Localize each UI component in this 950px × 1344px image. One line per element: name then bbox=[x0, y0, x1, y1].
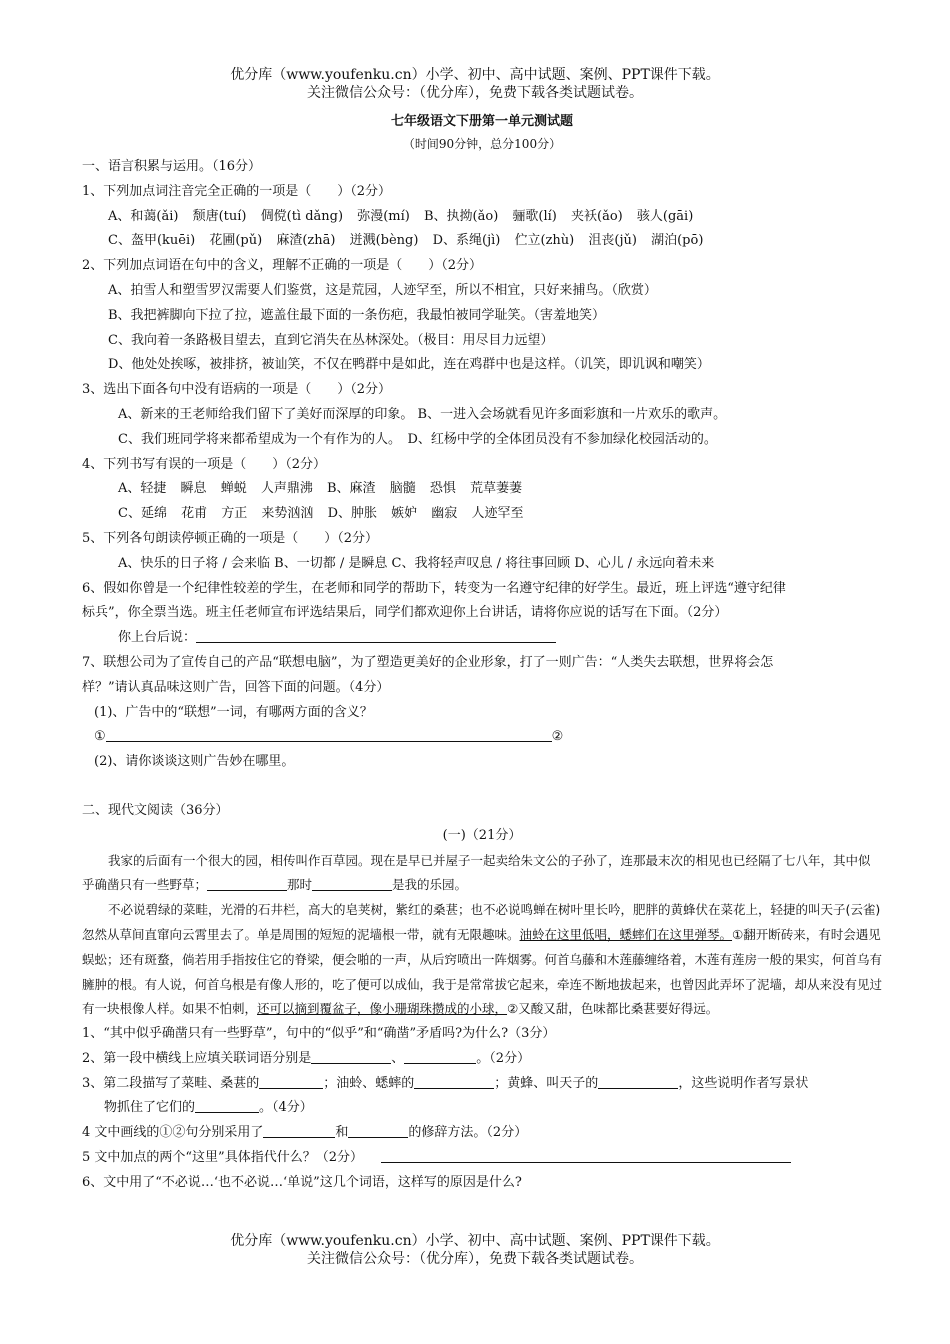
q1-options-row1 bbox=[82, 205, 882, 230]
section2-heading: 二、现代文阅读（36分） bbox=[82, 802, 229, 818]
rq6: 6、文中用了“不必说…‘也不必说…‘单说”这几个词语，这样写的原因是什么? bbox=[82, 1174, 522, 1190]
q6-line-1: 6、假如你曾是一个纪律性较差的学生，在老师和同学的帮助下，转变为一名遵守纪律的好学生。最近，班上评选“遵守纪律 bbox=[82, 580, 786, 596]
q7-line-1: 7、联想公司为了宣传自己的产品“联想电脑”，为了塑造更美好的企业形象，打了一则广告：“人类失去联想，世界将会怎 bbox=[82, 654, 774, 670]
q1-opt: 湖泊(pō) bbox=[651, 233, 704, 249]
rq3-text-f: 。（4分） bbox=[259, 1100, 313, 1116]
q5-stem: 5、下列各句朗读停顿正确的一项是（ ）（2分） bbox=[82, 530, 379, 546]
passage-paragraph-1 bbox=[82, 849, 882, 899]
exam-content bbox=[82, 111, 882, 1196]
rq4-row bbox=[82, 1121, 882, 1146]
p2-text2: 翻开断砖来，有时会遇见蜈蚣；还有斑蝥，倘若用手指按住它的脊梁，便会啪的一声，从后窍喷出一阵烟雾。何首乌藤和木莲藤缠络着，木莲有莲房一般的果实，何首乌有臃肿的根。有人说，何首乌根是有像人形的，吃了便可以成仙，我于是常常拔它起来，牵连不断地拔起来，也曾因此弄坏了泥墙，却从来没有见过有一块根像人样。如果不怕刺， bbox=[82, 926, 883, 1017]
q3-options-cd: C、我们班同学将来都希望成为一个有作为的人。 D、红杨中学的全体团员没有不参加绿化校园活动的。 bbox=[118, 431, 717, 447]
rq3-blank-3[interactable] bbox=[598, 1074, 678, 1089]
q4-opt: D、肿胀 bbox=[327, 506, 377, 522]
q1-options-row2 bbox=[82, 229, 882, 254]
q1-opt: 麻渣(zhā) bbox=[276, 233, 336, 249]
p2-underlined-sentence-1: 油蛉在这里低唱，蟋蟀们在这里弹琴。 bbox=[519, 926, 733, 942]
p1-line1: 我家的后面有一个很大的园，相传叫作百草园。现在是早已并屋子一起卖给朱文公的子孙了，连那最末次的相见也已经 bbox=[108, 852, 759, 868]
rq2-row bbox=[82, 1047, 882, 1072]
q4-opt: 嫉妒 bbox=[391, 506, 418, 522]
q6-answer-blank[interactable] bbox=[196, 628, 556, 643]
q1-opt: B、执拗(ǎo) bbox=[424, 208, 499, 224]
q1-opt: 倜傥(tì dǎng) bbox=[260, 208, 344, 224]
rq5-blank[interactable] bbox=[381, 1148, 791, 1163]
q6-answer-label: 你上台后说： bbox=[118, 630, 197, 646]
footer-line-2: 关注微信公众号：（优分库），免费下载各类试题试卷。 bbox=[307, 1251, 643, 1267]
rq4-blank-2[interactable] bbox=[348, 1123, 408, 1138]
rq2-text-c: 。（2分） bbox=[476, 1050, 531, 1066]
rq4-text-c: 的修辞方法。（2分） bbox=[408, 1125, 528, 1141]
q2-option-b: B、我把裤脚向下拉了拉，遮盖住最下面的一条伤疤，我最怕被同学耻笑。（害羞地笑） bbox=[108, 307, 606, 323]
p2-mark-2: ② bbox=[507, 1001, 519, 1017]
p1-line2b: 那时 bbox=[287, 877, 313, 893]
rq3-blank-4[interactable] bbox=[195, 1098, 259, 1113]
q4-opt: 花甫 bbox=[181, 506, 208, 522]
q4-opt: 人声鼎沸 bbox=[260, 481, 313, 497]
q4-opt: A、轻捷 bbox=[118, 481, 167, 497]
q7-sub1: (1)、广告中的“联想”一词，有哪两方面的含义？ bbox=[94, 704, 373, 720]
q4-opt: B、麻渣 bbox=[327, 481, 376, 497]
p1-blank-2[interactable] bbox=[312, 876, 392, 891]
footer-line-1: 优分库（www.youfenku.cn）小学、初中、高中试题、案例、PPT课件下载。 bbox=[230, 1233, 720, 1249]
q4-opt: 恐惧 bbox=[429, 481, 456, 497]
q1-opt: C、盔甲(kuēi) bbox=[108, 233, 196, 249]
q1-opt: 弥漫(mí) bbox=[357, 208, 410, 224]
rq2-blank-2[interactable] bbox=[404, 1049, 476, 1064]
rq3-text-d: ，这些说明作者写景状 bbox=[678, 1075, 809, 1091]
rq3-row bbox=[82, 1072, 882, 1097]
rq4-text-a: 4 文中画线的①②句分别采用了 bbox=[82, 1125, 264, 1141]
p2-text: 不必说碧绿的菜畦，光滑的石井栏，高大的皂荚树，紫红的桑葚；也不必说鸣蝉在树叶里长吟，肥胖的黄蜂伏在菜花上，轻捷的叫天子(云雀)忽然从草间直窜向云霄里去了。单是周围的短短的泥墙根一带，就有无限趣味。 bbox=[82, 902, 881, 942]
passage-paragraph-2 bbox=[82, 898, 882, 1022]
p2-text3: 又酸又甜，色味都比桑葚要好得远。 bbox=[518, 1001, 719, 1017]
rq2-blank-1[interactable] bbox=[311, 1049, 391, 1064]
rq4-text-b: 和 bbox=[335, 1125, 349, 1141]
p2-underlined-sentence-2: 还可以摘到覆盆子，像小珊瑚珠攒成的小球， bbox=[257, 1001, 508, 1017]
rq3-text-a: 3、第二段描写了菜畦、桑葚的 bbox=[82, 1075, 260, 1091]
q4-options-row1 bbox=[82, 477, 882, 502]
rq1: 1、“其中似乎确凿只有一些野草”，句中的“似乎”和“确凿”矛盾吗?为什么?（3分） bbox=[82, 1026, 556, 1042]
part1-title: (一)（21分） bbox=[442, 827, 522, 843]
rq3-text-b: ；油蛉、蟋蟀的 bbox=[323, 1075, 415, 1091]
q1-opt: 花圃(pǔ) bbox=[209, 233, 263, 249]
q3-options-ab: A、新来的王老师给我们留下了美好而深厚的印象。 B、一进入会场就看见许多面彩旗和一片欢乐的歌声。 bbox=[118, 406, 727, 422]
q4-options-row2 bbox=[82, 502, 882, 527]
q2-stem: 2、下列加点词语在句中的含义，理解不正确的一项是（ ）（2分） bbox=[82, 258, 483, 274]
q1-opt: D、系绳(jì) bbox=[432, 233, 501, 249]
header-line-2: 关注微信公众号：（优分库），免费下载各类试题试卷。 bbox=[307, 85, 643, 101]
q4-opt: 来势汹汹 bbox=[261, 506, 314, 522]
page-footer bbox=[0, 1232, 950, 1268]
rq5-text: 5 文中加点的两个“这里”具体指代什么？（2分） bbox=[82, 1150, 363, 1166]
q1-opt: 颓唐(tuí) bbox=[192, 208, 247, 224]
q4-opt: 瞬息 bbox=[180, 481, 207, 497]
q2-option-c: C、我向着一条路极目望去，直到它消失在丛林深处。（极目：用尽目力远望） bbox=[108, 332, 554, 348]
q1-stem: 1、下列加点词注音完全正确的一项是（ ）（2分） bbox=[82, 183, 392, 199]
p2-mark-1: ① bbox=[732, 926, 744, 942]
rq3-text-c: ；黄蜂、叫天子的 bbox=[494, 1075, 599, 1091]
q7-mark-1: ① bbox=[94, 729, 106, 745]
q7-line-2: 样？”请认真品味这则广告，回答下面的问题。（4分） bbox=[82, 679, 390, 695]
q4-opt: 人迹罕至 bbox=[471, 506, 524, 522]
p1-blank-1[interactable] bbox=[207, 876, 287, 891]
q1-opt: 迸溅(bèng) bbox=[349, 233, 419, 249]
q4-opt: C、延绵 bbox=[118, 506, 167, 522]
q7-answer-row bbox=[82, 725, 882, 750]
p1-line2a: 隔了七八年，其中似乎确凿只有一些野草； bbox=[82, 852, 871, 893]
rq2-text-a: 2、第一段中横线上应填关联词语分别是 bbox=[82, 1050, 312, 1066]
q1-opt: 沮丧(jǔ) bbox=[588, 233, 637, 249]
q6-line-2: 标兵”，你全票当选。班主任老师宣布评选结果后，同学们都欢迎你上台讲话，请将你应说的话写在下面。（2分） bbox=[82, 605, 728, 621]
rq3-blank-1[interactable] bbox=[259, 1074, 323, 1089]
q4-stem: 4、下列书写有误的一项是（ ）（2分） bbox=[82, 456, 327, 472]
q2-option-d: D、他处处挨啄，被排挤，被讪笑，不仅在鸭群中是如此，连在鸡群中也是这样。（讥笑，即讥讽和嘲笑） bbox=[108, 357, 710, 373]
rq3-text-e: 物抓住了它们的 bbox=[104, 1100, 196, 1116]
q7-sub2: (2)、请你谈谈这则广告妙在哪里。 bbox=[94, 754, 295, 770]
rq5-row bbox=[82, 1146, 882, 1171]
rq3-row-2 bbox=[82, 1096, 882, 1121]
page-header bbox=[0, 66, 950, 102]
q5-options: A、快乐的日子将 / 会来临 B、一切都 / 是瞬息 C、我将轻声叹息 / 将往事回顾 D、心儿 / 永远向着未来 bbox=[118, 555, 715, 571]
q4-opt: 荒草萋萋 bbox=[470, 481, 523, 497]
q7-mark-2: ② bbox=[551, 729, 564, 745]
q4-opt: 幽寂 bbox=[431, 506, 458, 522]
q2-option-a: A、拍雪人和塑雪罗汉需要人们鉴赏，这是荒园，人迹罕至，所以不相宜，只好来捕鸟。（欣赏） bbox=[108, 282, 657, 298]
q6-answer-row bbox=[82, 626, 882, 651]
q4-opt: 方正 bbox=[221, 506, 248, 522]
q4-opt: 脑髓 bbox=[389, 481, 416, 497]
q1-opt: 骊歌(lí) bbox=[512, 208, 557, 224]
p1-line2c: 是我的乐园。 bbox=[392, 877, 468, 893]
exam-subtitle: （时间90分钟，总分100分） bbox=[402, 137, 562, 151]
spacer bbox=[82, 775, 882, 799]
q1-opt: 骇人(gāi) bbox=[636, 208, 694, 224]
q1-opt: 夹袄(ǎo) bbox=[571, 208, 623, 224]
section1-heading: 一、语言积累与运用。（16分） bbox=[82, 159, 262, 174]
rq2-text-b: 、 bbox=[391, 1050, 405, 1066]
q3-stem: 3、选出下面各句中没有语病的一项是（ ）（2分） bbox=[82, 382, 392, 398]
rq3-blank-2[interactable] bbox=[414, 1074, 494, 1089]
header-line-1: 优分库（www.youfenku.cn）小学、初中、高中试题、案例、PPT课件下载。 bbox=[230, 67, 720, 83]
q1-opt: A、和蔼(ǎi) bbox=[108, 208, 179, 224]
rq4-blank-1[interactable] bbox=[263, 1123, 335, 1138]
q7-answer-blank[interactable] bbox=[106, 727, 552, 742]
exam-title: 七年级语文下册第一单元测试题 bbox=[390, 114, 573, 129]
q1-opt: 伫立(zhù) bbox=[514, 233, 575, 249]
q4-opt: 蝉蜕 bbox=[220, 481, 247, 497]
